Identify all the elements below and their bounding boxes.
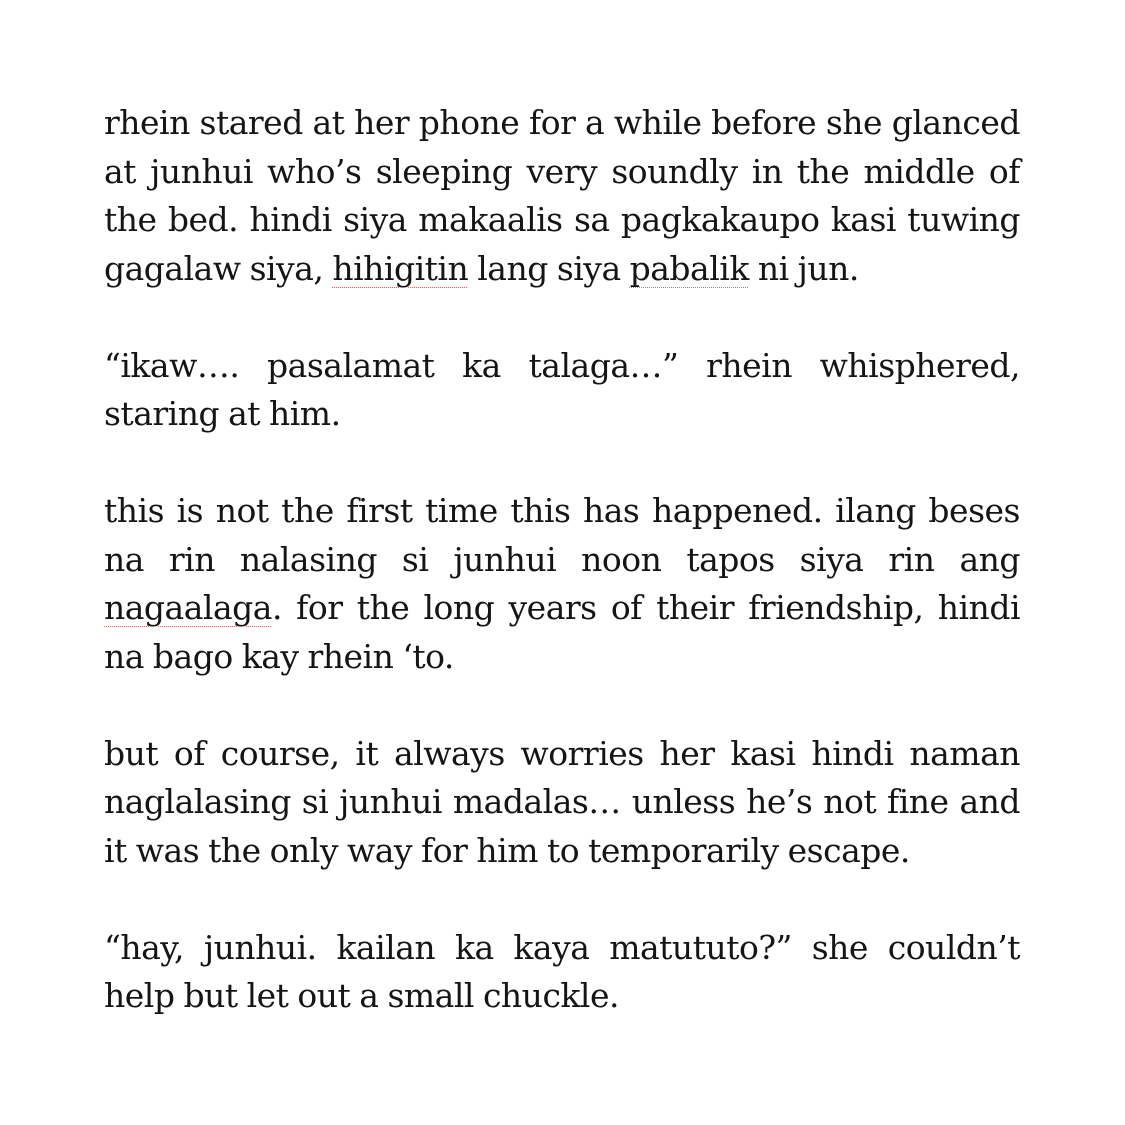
paragraph-2: “ikaw…. pasalamat ka talaga…” rhein whisphered, staring at him. [104,345,1020,433]
paragraph-1-text-c: ni jun. [748,248,859,288]
misspelled-word-nagaalaga[interactable]: nagaalaga [104,588,272,627]
paragraph-1-text-a: rhein stared at her phone for a while before she glanced at junhui who’s sleeping very soundly in the middle of the bed. hindi siya makaalis sa pagkakaupo kasi tuwing gagalaw siya, [104,103,1020,288]
paragraph-3-text-b: . for the long years of their friendship, hindi na bago kay rhein ‘to. [104,588,1020,676]
paragraph-1-text-b: lang siya [468,248,630,288]
paragraph-3-text-a: this is not the first time this has happened. ilang beses na rin nalasing si junhui noon tapos siya rin ang [104,491,1020,579]
paragraph-4: but of course, it always worries her kasi hindi naman naglalasing si junhui madalas… unless he’s not fine and it was the only way for him to temporarily escape. [104,733,1020,870]
misspelled-word-pabalik[interactable]: pabalik [629,248,749,288]
misspelled-word-hihigitin[interactable]: hihigitin [332,248,469,288]
story-text [104,99,1020,1021]
paragraph-1 [104,99,1020,293]
paragraph-3 [104,487,1020,681]
paragraph-5: “hay, junhui. kailan ka kaya matututo?” she couldn’t help but let out a small chuckle. [104,927,1020,1015]
